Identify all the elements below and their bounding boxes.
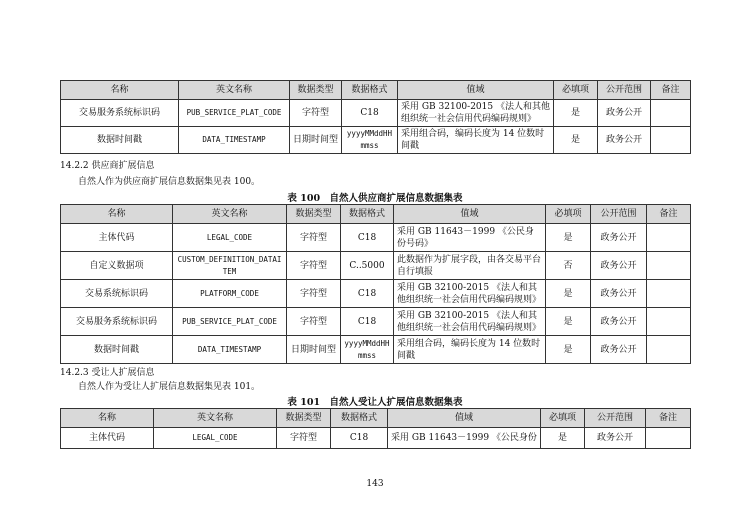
table-cell: 政务公开 bbox=[591, 336, 647, 364]
section-intro: 自然人作为受让人扩展信息数据集见表 101。 bbox=[78, 382, 261, 392]
column-header: 英文名称 bbox=[173, 205, 287, 224]
section-heading: 14.2.3 受让人扩展信息 bbox=[60, 368, 155, 378]
column-header: 必填项 bbox=[554, 81, 598, 100]
section-heading: 14.2.2 供应商扩展信息 bbox=[60, 161, 155, 171]
table-row bbox=[61, 127, 691, 154]
table-cell bbox=[647, 336, 691, 364]
table-body bbox=[61, 100, 691, 154]
table-cell: 政务公开 bbox=[591, 308, 647, 336]
table-cell: 字符型 bbox=[287, 224, 341, 252]
data-table-continuation bbox=[60, 80, 691, 154]
column-header: 备注 bbox=[647, 205, 691, 224]
table-cell: 是 bbox=[546, 280, 591, 308]
table-caption: 表 100 自然人供应商扩展信息数据集表 bbox=[287, 193, 463, 204]
table-cell: 日期时间型 bbox=[290, 127, 342, 154]
table-cell: 是 bbox=[546, 224, 591, 252]
data-table-100 bbox=[60, 204, 691, 364]
table-cell: LEGAL_CODE bbox=[154, 428, 277, 449]
column-header: 数据类型 bbox=[277, 409, 331, 428]
table-cell: C18 bbox=[341, 224, 394, 252]
table-cell: 数据时间戳 bbox=[61, 336, 173, 364]
column-header: 数据类型 bbox=[287, 205, 341, 224]
table-cell bbox=[647, 224, 691, 252]
table-cell bbox=[647, 252, 691, 280]
table-cell: 主体代码 bbox=[61, 224, 173, 252]
table-cell: C18 bbox=[341, 308, 394, 336]
column-header: 备注 bbox=[651, 81, 691, 100]
table-row bbox=[61, 308, 691, 336]
column-header: 英文名称 bbox=[179, 81, 290, 100]
table-cell bbox=[651, 127, 691, 154]
section-intro: 自然人作为供应商扩展信息数据集见表 100。 bbox=[78, 177, 261, 187]
table-cell: 字符型 bbox=[287, 280, 341, 308]
column-header: 数据格式 bbox=[341, 205, 394, 224]
table-cell: 字符型 bbox=[287, 252, 341, 280]
table-cell: 自定义数据项 bbox=[61, 252, 173, 280]
table-cell: C..5000 bbox=[341, 252, 394, 280]
column-header: 值域 bbox=[388, 409, 541, 428]
table-cell bbox=[646, 428, 691, 449]
table-row bbox=[61, 252, 691, 280]
table-cell bbox=[647, 308, 691, 336]
table-header-row bbox=[61, 205, 691, 224]
table-body bbox=[61, 224, 691, 364]
table-cell: 数据时间戳 bbox=[61, 127, 179, 154]
table-cell: 是 bbox=[554, 100, 598, 127]
table-cell: yyyyMMddHHmmss bbox=[342, 127, 398, 154]
table-cell: 是 bbox=[541, 428, 585, 449]
column-header: 数据格式 bbox=[342, 81, 398, 100]
data-table-101 bbox=[60, 408, 691, 449]
column-header: 名称 bbox=[61, 205, 173, 224]
table-cell: 采用 GB 11643－1999 《公民身份 bbox=[388, 428, 541, 449]
table-cell: LEGAL_CODE bbox=[173, 224, 287, 252]
table-cell: 政务公开 bbox=[591, 280, 647, 308]
table-cell: 是 bbox=[546, 336, 591, 364]
table-cell: C18 bbox=[342, 100, 398, 127]
table-cell: 否 bbox=[546, 252, 591, 280]
table-cell: 政务公开 bbox=[591, 252, 647, 280]
table-cell: 字符型 bbox=[287, 308, 341, 336]
column-header: 名称 bbox=[61, 81, 179, 100]
table-cell: 政务公开 bbox=[585, 428, 646, 449]
column-header: 公开范围 bbox=[598, 81, 651, 100]
column-header: 备注 bbox=[646, 409, 691, 428]
table-cell: C18 bbox=[331, 428, 388, 449]
table-row bbox=[61, 428, 691, 449]
table-row bbox=[61, 280, 691, 308]
table-cell: C18 bbox=[341, 280, 394, 308]
column-header: 公开范围 bbox=[585, 409, 646, 428]
page-number: 143 bbox=[366, 479, 384, 489]
table-row bbox=[61, 336, 691, 364]
column-header: 必填项 bbox=[546, 205, 591, 224]
table-body bbox=[61, 428, 691, 449]
table-cell bbox=[647, 280, 691, 308]
table-cell: 交易服务系统标识码 bbox=[61, 100, 179, 127]
table-cell: 此数据作为扩展字段，由各交易平台自行填报 bbox=[394, 252, 546, 280]
table-cell: 采用组合码，编码长度为 14 位数时间戳 bbox=[398, 127, 554, 154]
table-cell: 采用 GB 11643－1999 《公民身份号码》 bbox=[394, 224, 546, 252]
table-cell: PLATFORM_CODE bbox=[173, 280, 287, 308]
column-header: 公开范围 bbox=[591, 205, 647, 224]
table-cell: 主体代码 bbox=[61, 428, 154, 449]
table-cell: 采用组合码，编码长度为 14 位数时间戳 bbox=[394, 336, 546, 364]
table-cell: 交易服务系统标识码 bbox=[61, 308, 173, 336]
table-cell: CUSTOM_DEFINITION_DATAITEM bbox=[173, 252, 287, 280]
table-cell: 日期时间型 bbox=[287, 336, 341, 364]
column-header: 数据类型 bbox=[290, 81, 342, 100]
table-cell: 政务公开 bbox=[598, 100, 651, 127]
column-header: 数据格式 bbox=[331, 409, 388, 428]
table-cell: PUB_SERVICE_PLAT_CODE bbox=[179, 100, 290, 127]
table-cell: DATA_TIMESTAMP bbox=[173, 336, 287, 364]
table-caption: 表 101 自然人受让人扩展信息数据集表 bbox=[287, 397, 463, 408]
table-cell: 政务公开 bbox=[598, 127, 651, 154]
table-cell: 字符型 bbox=[290, 100, 342, 127]
table-cell: 交易系统标识码 bbox=[61, 280, 173, 308]
table-cell: 是 bbox=[546, 308, 591, 336]
table-cell: yyyyMMddHHmmss bbox=[341, 336, 394, 364]
column-header: 值域 bbox=[394, 205, 546, 224]
table-cell: 采用 GB 32100-2015 《法人和其他组织统一社会信用代码编码规则》 bbox=[394, 280, 546, 308]
table-row bbox=[61, 100, 691, 127]
column-header: 英文名称 bbox=[154, 409, 277, 428]
table-cell: DATA_TIMESTAMP bbox=[179, 127, 290, 154]
table-cell: 政务公开 bbox=[591, 224, 647, 252]
table-cell: 采用 GB 32100-2015 《法人和其他组织统一社会信用代码编码规则》 bbox=[394, 308, 546, 336]
table-cell: 是 bbox=[554, 127, 598, 154]
table-row bbox=[61, 224, 691, 252]
table-header-row bbox=[61, 409, 691, 428]
column-header: 值域 bbox=[398, 81, 554, 100]
table-cell: 采用 GB 32100-2015 《法人和其他组织统一社会信用代码编码规则》 bbox=[398, 100, 554, 127]
column-header: 名称 bbox=[61, 409, 154, 428]
column-header: 必填项 bbox=[541, 409, 585, 428]
table-cell: PUB_SERVICE_PLAT_CODE bbox=[173, 308, 287, 336]
table-cell: 字符型 bbox=[277, 428, 331, 449]
table-header-row bbox=[61, 81, 691, 100]
table-cell bbox=[651, 100, 691, 127]
